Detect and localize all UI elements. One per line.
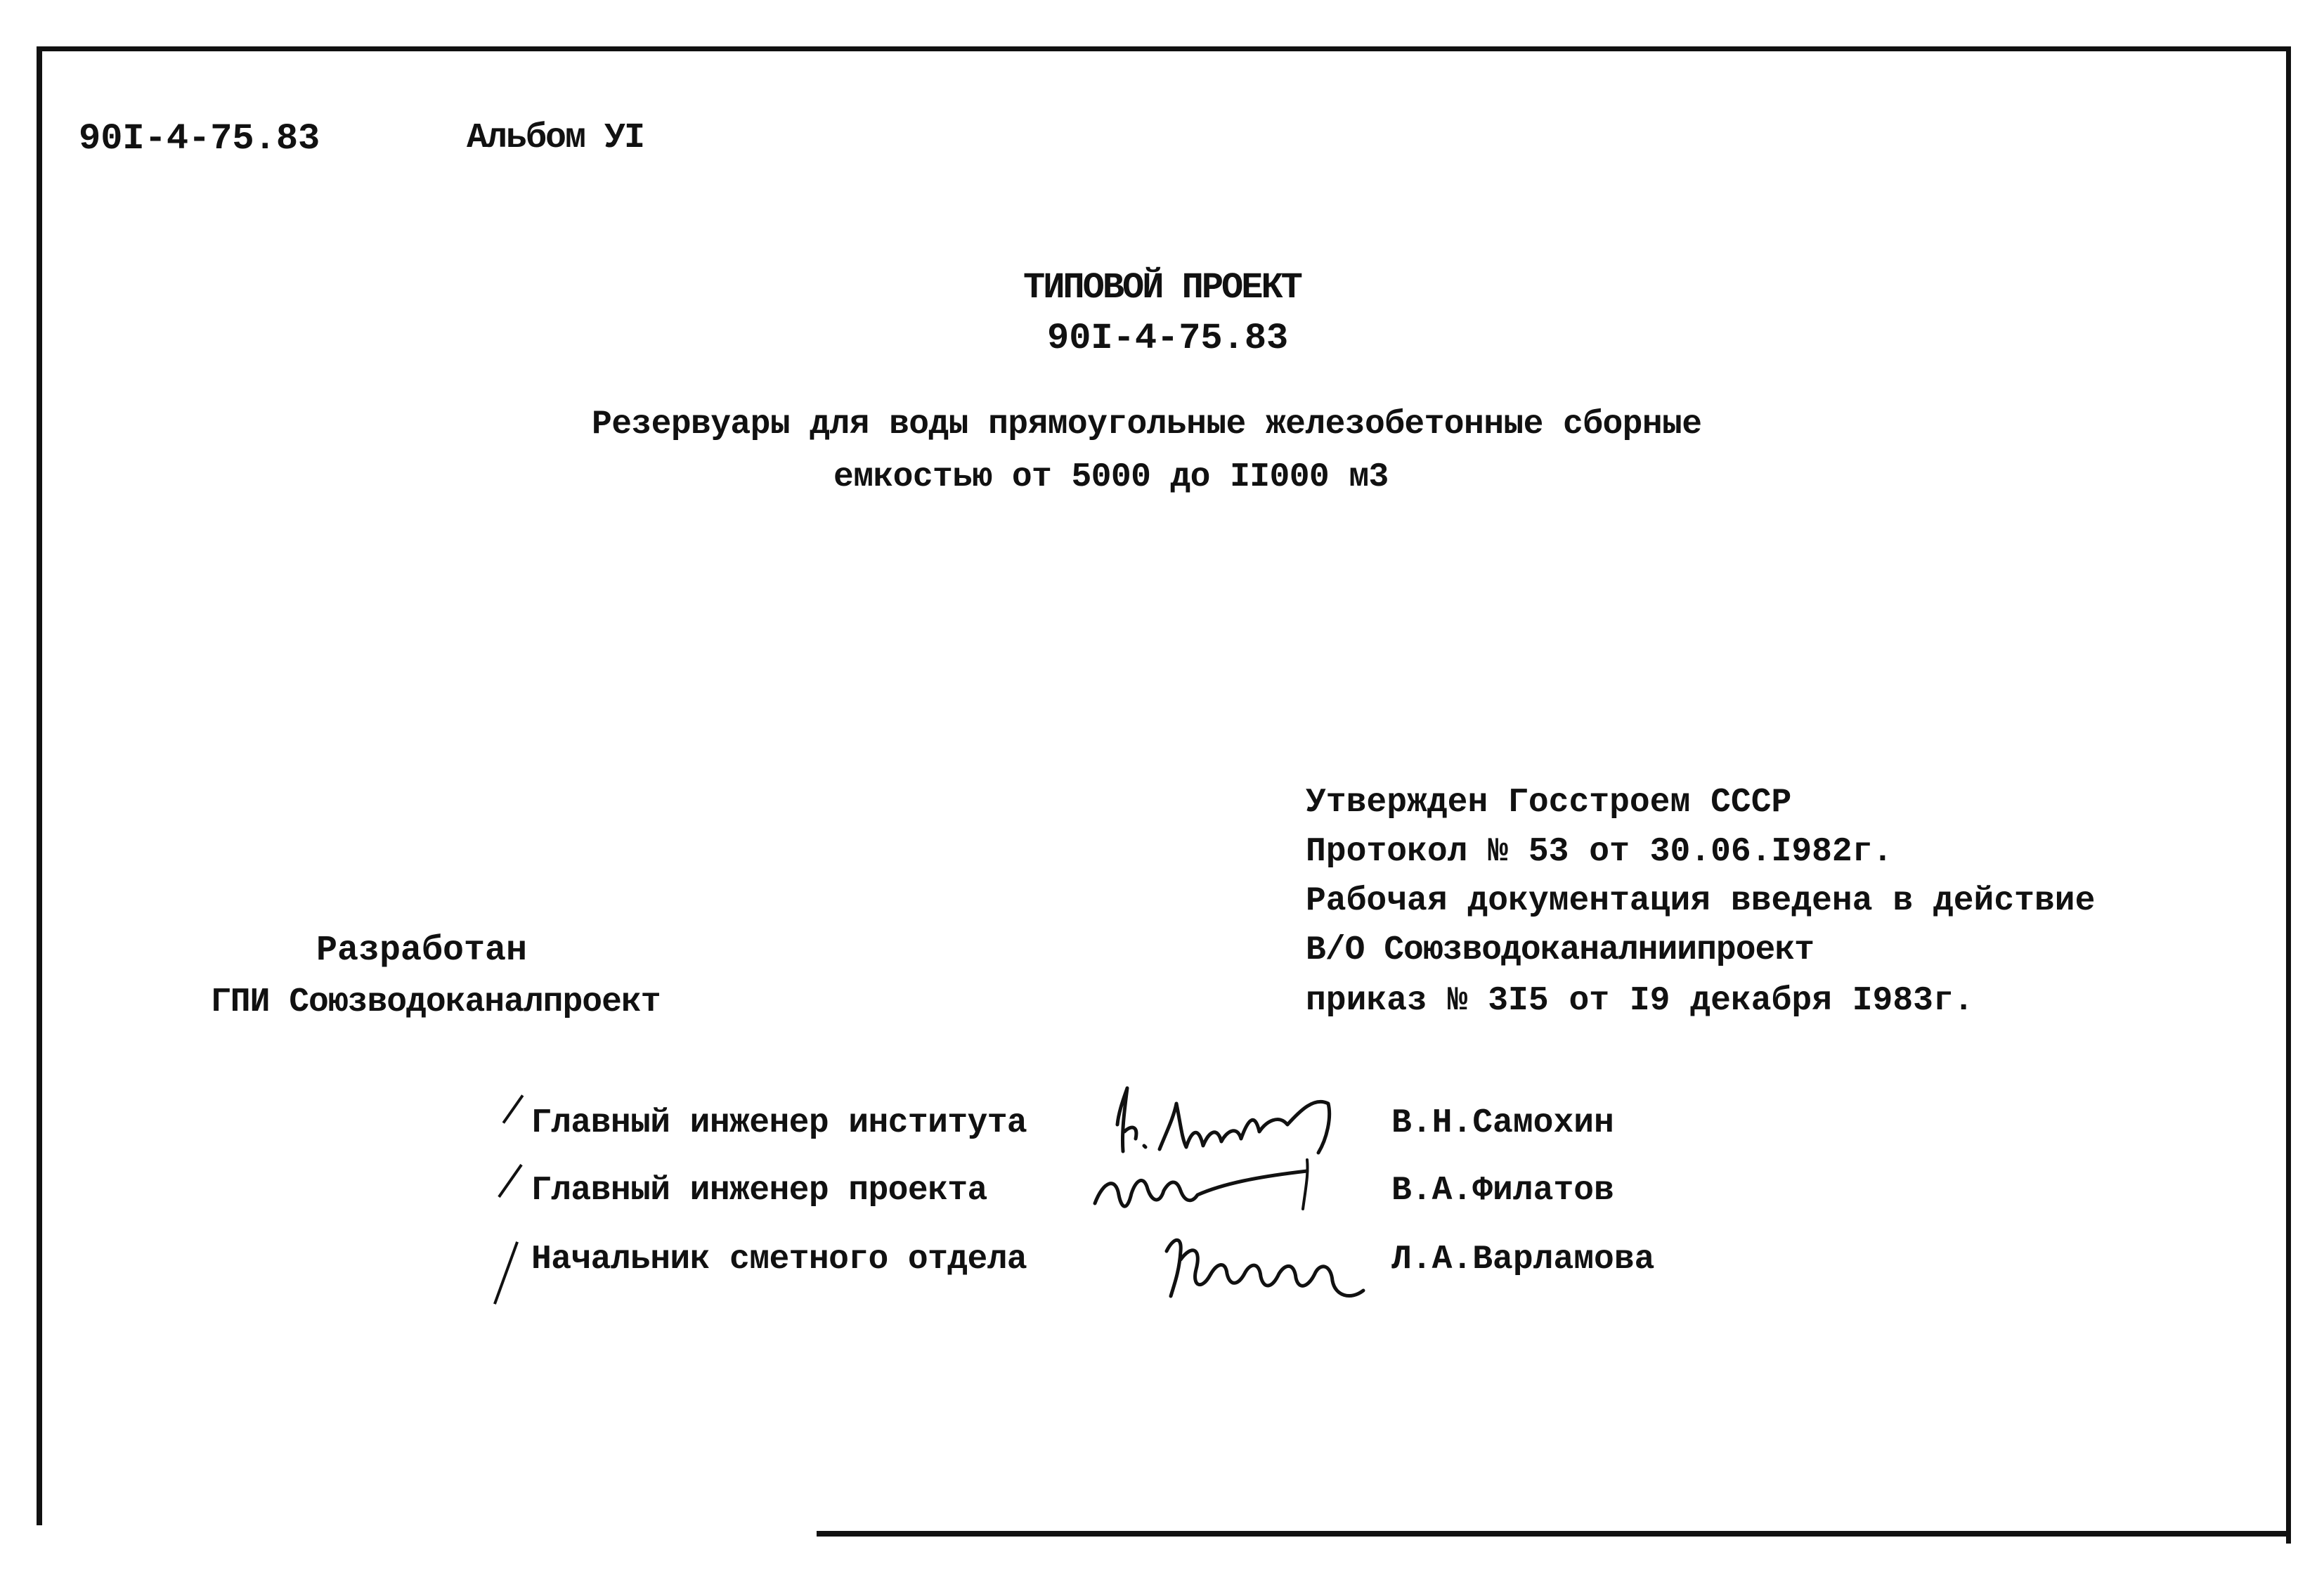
signatory-name-3: Л.А.Варламова — [1391, 1241, 1655, 1279]
approval-line-1: Утвержден Госстроем СССР — [1306, 784, 1792, 822]
frame-border-left — [37, 46, 42, 1525]
signature-2 — [1082, 1153, 1321, 1216]
approval-line-2: Протокол № 53 от 30.06.I982г. — [1306, 833, 1893, 871]
signatory-name-2: В.А.Филатов — [1391, 1172, 1614, 1210]
project-number: 90I-4-75.83 — [1047, 318, 1289, 359]
developer-label: Разработан — [316, 931, 528, 971]
document-code: 90I-4-75.83 — [79, 118, 320, 160]
approval-line-4: В/О Союзводоканалниипроект — [1306, 931, 1814, 969]
project-type-title: ТИПОВОЙ ПРОЕКТ — [1023, 267, 1301, 309]
signatory-role-1: Главный инженер института — [531, 1104, 1027, 1142]
project-subtitle-line1: Резервуары для воды прямоугольные железобетонные сборные — [592, 406, 1702, 444]
album-label: Альбом УI — [467, 118, 644, 158]
frame-border-bottom — [817, 1531, 2291, 1537]
frame-border-right — [2286, 46, 2291, 1544]
developer-organization: ГПИ Союзводоканалпроект — [211, 983, 661, 1021]
signatory-role-3: Начальник сметного отдела — [531, 1241, 1027, 1279]
signatory-name-1: В.Н.Самохин — [1391, 1104, 1614, 1142]
signature-1 — [1103, 1082, 1349, 1160]
approval-line-3: Рабочая документация введена в действие — [1306, 882, 2096, 920]
signatory-role-2: Главный инженер проекта — [531, 1172, 987, 1210]
mark-slash-2 — [498, 1164, 522, 1198]
mark-slash-1 — [502, 1094, 524, 1124]
project-subtitle-line2: емкостью от 5000 до II000 м3 — [833, 458, 1389, 496]
approval-line-5: приказ № 3I5 от I9 декабря I983г. — [1306, 982, 1974, 1020]
frame-border-top — [37, 46, 2290, 51]
mark-slash-3 — [493, 1241, 519, 1305]
signature-3 — [1153, 1223, 1391, 1314]
